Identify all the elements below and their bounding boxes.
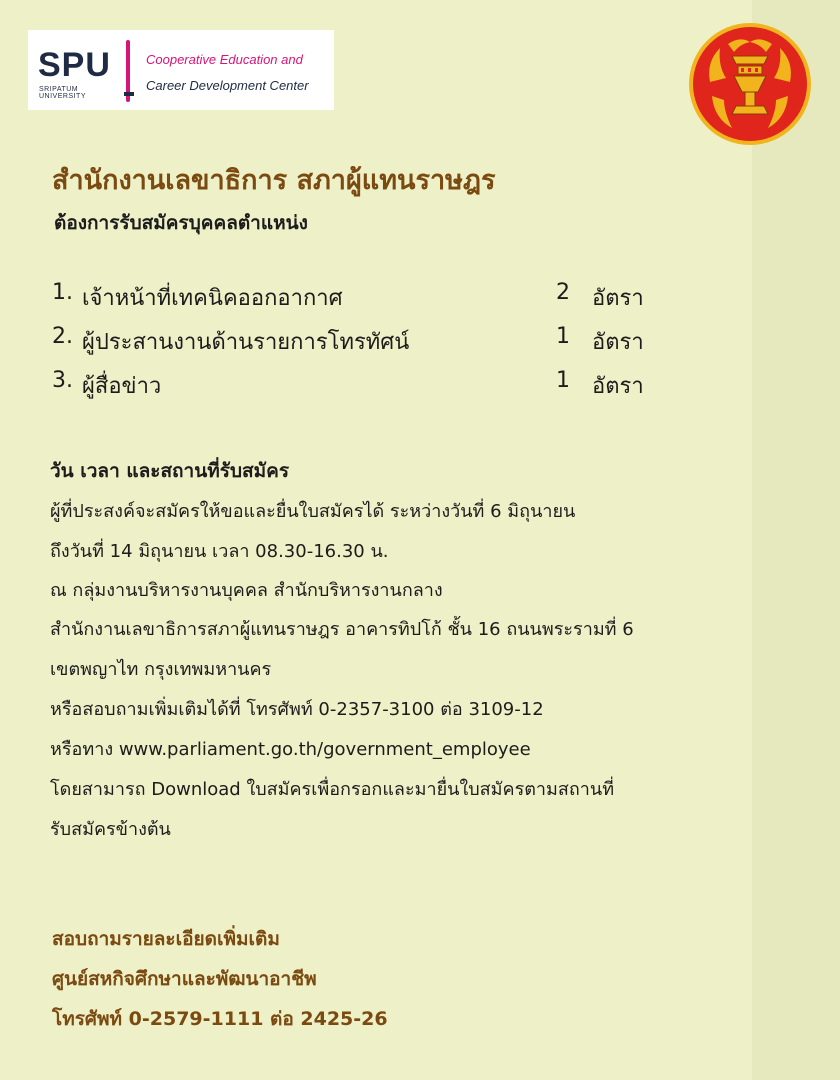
position-label: ผู้ประสานงานด้านรายการโทรทัศน์ [82, 330, 410, 355]
contact-line-2: ศูนย์สหกิจศึกษาและพัฒนาอาชีพ [52, 968, 317, 990]
application-line-2: ถึงวันที่ 14 มิถุนายน เวลา 08.30-16.30 น. [50, 541, 389, 562]
application-heading: วัน เวลา และสถานที่รับสมัคร [50, 460, 290, 482]
application-line-3: ณ กลุ่มงานบริหารงานบุคคล สำนักบริหารงานกลาง [50, 580, 443, 601]
center-name-line2: Career Development Center [146, 78, 309, 93]
page-title: สำนักงานเลขาธิการ สภาผู้แทนราษฎร [52, 165, 496, 196]
application-line-9: รับสมัครข้างต้น [50, 819, 171, 840]
center-name-line1: Cooperative Education and [146, 52, 303, 67]
application-line-1: ผู้ที่ประสงค์จะสมัครให้ขอและยื่นใบสมัครได้ ระหว่างวันที่ 6 มิถุนายน [50, 501, 576, 522]
spu-accent-tick [124, 92, 134, 96]
spu-logo [28, 30, 334, 110]
position-unit: อัตรา [592, 330, 644, 355]
application-line-5: เขตพญาไท กรุงเทพมหานคร [50, 659, 272, 680]
position-label: ผู้สื่อข่าว [82, 374, 162, 399]
page-subtitle: ต้องการรับสมัครบุคคลตำแหน่ง [54, 212, 308, 234]
spu-university-text: SRIPATUM UNIVERSITY [39, 86, 87, 100]
position-unit: อัตรา [592, 286, 644, 311]
application-line-6: หรือสอบถามเพิ่มเติมได้ที่ โทรศัพท์ 0-2357-3100 ต่อ 3109-12 [50, 699, 544, 720]
parliament-seal-icon [688, 22, 812, 146]
contact-line-1: สอบถามรายละเอียดเพิ่มเติม [52, 928, 280, 950]
position-unit: อัตรา [592, 374, 644, 399]
position-count: 1 [556, 324, 570, 349]
position-number: 3. [52, 368, 73, 393]
position-number: 1. [52, 280, 73, 305]
position-number: 2. [52, 324, 73, 349]
contact-line-3: โทรศัพท์ 0-2579-1111 ต่อ 2425-26 [52, 1008, 388, 1030]
page-edge-strip [752, 0, 840, 1080]
application-line-4: สำนักงานเลขาธิการสภาผู้แทนราษฎร อาคารทิปโก้ ชั้น 16 ถนนพระรามที่ 6 [50, 619, 634, 640]
position-count: 1 [556, 368, 570, 393]
position-label: เจ้าหน้าที่เทคนิคออกอากาศ [82, 286, 343, 311]
application-line-8: โดยสามารถ Download ใบสมัครเพื่อกรอกและมายื่นใบสมัครตามสถานที่ [50, 779, 615, 800]
application-line-7-url: หรือทาง www.parliament.go.th/government_employee [50, 739, 531, 760]
spu-brand-text: SPU [38, 46, 111, 84]
position-count: 2 [556, 280, 570, 305]
